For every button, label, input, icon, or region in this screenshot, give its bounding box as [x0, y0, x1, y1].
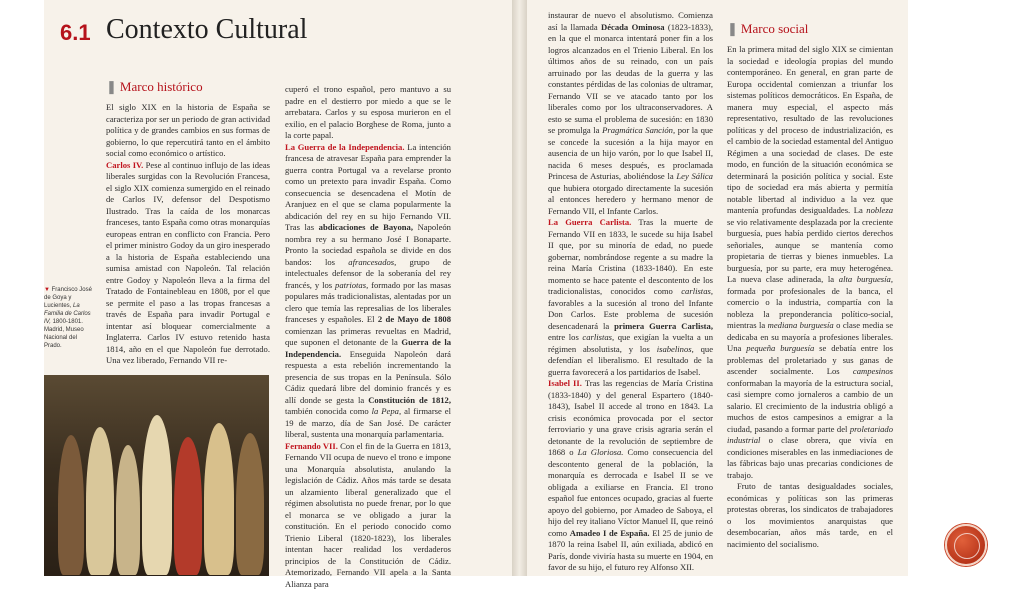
column-2	[285, 84, 451, 590]
text: Década Ominosa	[601, 22, 665, 32]
text: Tras las regencias de María Cristina (1833-1840) y del general Espartero (1840-1843), Isabel II accede al trono en 1843. La crisis económica provocada por el sector ferroviario y una grave crisis agraria serán el detonante de la revolución de septiembre de 1868 o	[548, 378, 713, 457]
caption-text: 1800-1801. Madrid, Museo Nacional del Prado.	[44, 319, 84, 349]
text: 2 de Mayo de 1808	[378, 314, 451, 324]
section-heading-label: Marco histórico	[120, 79, 203, 94]
orb-ring-icon	[954, 533, 980, 559]
painting-image	[44, 375, 269, 576]
column-1	[106, 102, 270, 367]
text: formada por profesionales de la banca, el comercio o la industria, compartía con la nobleza la preponderancia político-social, mientras la	[727, 286, 893, 331]
text: Amadeo I de España.	[570, 528, 650, 538]
text: Tras la muerte de Fernando VII en 1833, le sucede su hija Isabel II que, por su minoría de edad, no puede gobernar, nombrándose regente a su madre la reina María Cristina (1833-1840). En este momento se hace patente el descontento de los tradicionalistas, conocidos como	[548, 217, 713, 296]
book-spine	[512, 0, 527, 576]
text: isabelinos,	[657, 344, 694, 354]
text: patriotas,	[335, 280, 368, 290]
chapter-number: 6.1	[60, 20, 91, 46]
subheading: La Guerra Carlista.	[548, 217, 631, 227]
paragraph	[548, 10, 713, 217]
text: La Gloriosa.	[578, 447, 624, 457]
paragraph	[548, 378, 713, 574]
paragraph	[548, 217, 713, 378]
text: que exigían la vuelta a un régimen absolutista, y los	[548, 332, 713, 354]
text: alta burguesía,	[839, 274, 893, 284]
text: la Pepa,	[372, 406, 401, 416]
text: Pragmática Sanción,	[602, 125, 675, 135]
figure-caption	[44, 286, 96, 350]
text: entre los	[548, 332, 579, 342]
painting-figure	[86, 427, 114, 575]
text: pequeña burguesía	[746, 343, 814, 353]
painting-figure	[58, 435, 84, 575]
text: primera Guerra Carlista,	[614, 321, 713, 331]
text: Enseguida Napoleón dará respuesta a esta rebelión incrementando la presencia de sus tropas en la Península. Sólo Cádiz quedará libre del dominio francés y es allí donde se gesta la	[285, 349, 451, 405]
text: La intención francesa de atravesar España para emprender la guerra contra Portugal va a revelarse pronto como un pretexto para invadir España. Como consecuencia se desencadena el Motín de Aranjuez en el que se clama popularmente la abdicación del rey en su hijo Fernando VII. Tras las	[285, 142, 451, 233]
text: grupo de intelectuales defensor de la soberanía del rey francés, y los	[285, 257, 451, 290]
text: Napoleón nombra rey a su hermano José I Bonaparte. Pronto la sociedad española se divide en dos bandos: los	[285, 222, 451, 267]
text: Pese al continuo influjo de las ideas liberales surgidas con la Revolución Francesa, el siglo XIX comienza sumergido en el reinado de Carlos IV, defensor del Despotismo Ilustrado. Tras la caída de los monarcas franceses, tanto España como otras monarquías europeas entran en conflicto con Francia. Pero el primer ministro Godoy da un giro inesperado a la historia de España estableciendo una sumisa amistad con Napoleón. Tal relación entre Godoy y Napoleón lleva a la firma del Tratado de Fontainebleau en 1808, por el que se permite el paso a las tropas francesas a través de España para invadir Portugal e intentar así bloquear comercialmente a Inglaterra. Carlos IV estuvo retenido hasta 1814, año en el que Napoleón fue derrotado. Una vez liberado, Fernando VII re-	[106, 160, 270, 366]
painting-figure	[142, 415, 172, 575]
text: carlistas,	[582, 332, 614, 342]
text: formado por las masas populares más tradicionalistas, alentadas por un clero que temía las represalias de los liberales franceses y españoles. El	[285, 280, 451, 325]
text: se debatía entre los problemas del proletariado y sus ganas de ascender socialmente. Los	[727, 343, 893, 376]
text: Ley Sálica	[676, 171, 713, 181]
text: Con el fin de la Guerra en 1813, Fernando VII ocupa de nuevo el trono e impone una Monarquía absolutista, anulando la legislación de Cádiz. Años más tarde se desata un alzamiento liberal generalizado que el régimen absolutista no puede frenar, por lo que el monarca se ve obligado a jurar la constitución. En el periodo conocido como Trienio Liberal (1820-1823), los liberales intentan hacer realidad los verdaderos principios de la Constitución de Cádiz. Atemorizado, Fernando VII apela a la Santa Alianza para	[285, 441, 451, 589]
text: El 25 de junio de 1870 la reina Isabel II, aún exiliada, abdicó en París, donde viviría hasta su muerte en 1904, en favor de su hijo, el futuro rey Alfonso XII.	[548, 528, 713, 573]
text: En la primera mitad del siglo XIX se cimientan la sociedad e ideología propias del mundo contemporáneo. En general, en gran parte de Europa occidental comienzan a triunfar los sistemas políticos democráticos. En España, de manera muy especial, el aspecto más representativo, resultado de las revoluciones políticas y del proceso de industrialización, es el cambio de la sociedad estamental del Antiguo Régimen a una sociedad de clases. De este modo, en función de la situación económica se determinará la posición política y social. Este tipo de sociedad era más abierta y permitía notable libertad al individuo a la vez que mantenía profundas desigualdades. La	[727, 44, 893, 215]
text: también conocida como	[285, 406, 369, 416]
text: instaurar de nuevo el absolutismo. Comienza así la llamada	[548, 10, 713, 32]
text: favorables a la sucesión al trono del Infante Don Carlos. Este problema de sucesión desencadenará la	[548, 298, 713, 331]
text: Como consecuencia del descontento general de la población, la monarquía es derrocada e Isabel II se ve obligada a exiliarse en Francia. El trono español fue entonces ocupado, gracias al fuerte apoyo del gobierno, por Amadeo de Saboya, el hijo del rey italiano Víctor Manuel II, que reinó como	[548, 447, 713, 538]
painting-figure	[204, 423, 234, 575]
section-marker-icon: ❚	[727, 21, 738, 36]
subheading: La Guerra de la Independencia.	[285, 142, 405, 152]
paragraph: El siglo XIX en la historia de España se caracteriza por ser un periodo de gran actividad política y de grandes cambios en sus formas de gobierno, lo que repercutirá tanto en el ámbito social como económico o artístico.	[106, 102, 270, 160]
caption-text: Francisco José de Goya y Lucientes,	[44, 287, 92, 309]
column-4	[727, 44, 893, 550]
section-marker-icon: ❚	[106, 79, 117, 94]
text: carlistas,	[681, 286, 713, 296]
text: o clase obrera, que vivía en condiciones miserables en las inmediaciones de las fábricas bajo unas precarias condiciones de trabajo.	[727, 435, 893, 480]
subheading: Carlos IV.	[106, 160, 143, 170]
text: comienzan las primeras revueltas en Madrid, que suponen el detonante de la	[285, 326, 451, 348]
text: Guerra de la Independencia.	[285, 337, 451, 359]
text: (1823-1833), en la que el monarca intentará poner fin a los logros alcanzados en el Trienio Liberal. En los últimos años de su reinado, con un país arruinado por las deudas de la guerra y las constantes pérdidas de las colonias de ultramar, Fernando VII se ve atacado tanto por los liberales como por los ultraconservadores. A esto se suma el problema de sucesión: en 1830 se promulga la	[548, 22, 713, 136]
paragraph	[106, 160, 270, 367]
paragraph	[727, 44, 893, 481]
painting-figure	[116, 445, 140, 575]
column-3	[548, 10, 713, 574]
paragraph	[285, 142, 451, 441]
text: proletariado industrial	[727, 424, 893, 446]
text: mediana burguesía	[768, 320, 834, 330]
text: que hubiera otorgado directamente la sucesión al entonces heredero y hermano menor de Fernando VII, el Infante Carlos.	[548, 183, 713, 216]
subheading: Fernando VII.	[285, 441, 338, 451]
text: abdicaciones de Bayona,	[319, 222, 413, 232]
section-heading-historico	[106, 79, 203, 95]
slide-nav-button[interactable]	[945, 524, 987, 566]
subheading: Isabel II.	[548, 378, 582, 388]
text: nobleza	[866, 205, 893, 215]
text: por la que se concede la sucesión a la hija mayor en ausencia de un hijo varón, por lo que Isabel II, nacida 6 meses después, es proclamada Princesa de Asturias, aboliéndose la	[548, 125, 713, 181]
text: al firmarse el 19 de marzo, día de San José. De carácter liberal, sustenta una monarquía parlamentaria.	[285, 406, 451, 439]
painting-figure	[174, 437, 202, 575]
text: conformaban la mayoría de la estructura social, casi siempre como jornaleros a cambio de un salario. El crecimiento de la industria obligó a muchos de estos campesinos a emigrar a la ciudad, pasando a formar parte del	[727, 378, 893, 434]
text: o clase media se dedicaba en su mayoría a profesiones liberales. Una	[727, 320, 893, 353]
painting-figure	[236, 433, 264, 575]
text: campesinos	[853, 366, 893, 376]
caption-work-title: La Familia de Carlos IV,	[44, 303, 91, 325]
text: afrancesados,	[348, 257, 396, 267]
section-heading-label: Marco social	[741, 21, 809, 36]
paragraph: Fruto de tantas desigualdades sociales, económicas y políticas son las primeras protestas obreras, los sindicatos de trabajadores o los movimientos anarquistas que desembocarían, años más tarde, en el nacimiento del socialismo.	[727, 481, 893, 550]
paragraph: cuperó el trono español, pero mantuvo a su padre en el destierro por miedo a que se le arrebatara. Carlos y su esposa murieron en el exilio, en el palacio Borghese de Roma, junto a la corte papal.	[285, 84, 451, 142]
text: que defendían el liberalismo. El resultado de la guerra favorecerá a los partidarios de Isabel.	[548, 344, 713, 377]
text: Constitución de 1812,	[368, 395, 451, 405]
paragraph	[285, 441, 451, 590]
caption-marker-icon: ▼	[44, 287, 50, 293]
chapter-title: Contexto Cultural	[106, 14, 307, 46]
text: se vio relativamente desplazada por la creciente burguesía, pues había perdido ciertos derechos señoriales, aunque se mantenía como propietaria de tierras y bienes inmuebles. La burguesía, por su parte, era muy heterogénea. La nueva clase adinerada, la	[727, 217, 893, 285]
section-heading-social	[727, 21, 808, 37]
